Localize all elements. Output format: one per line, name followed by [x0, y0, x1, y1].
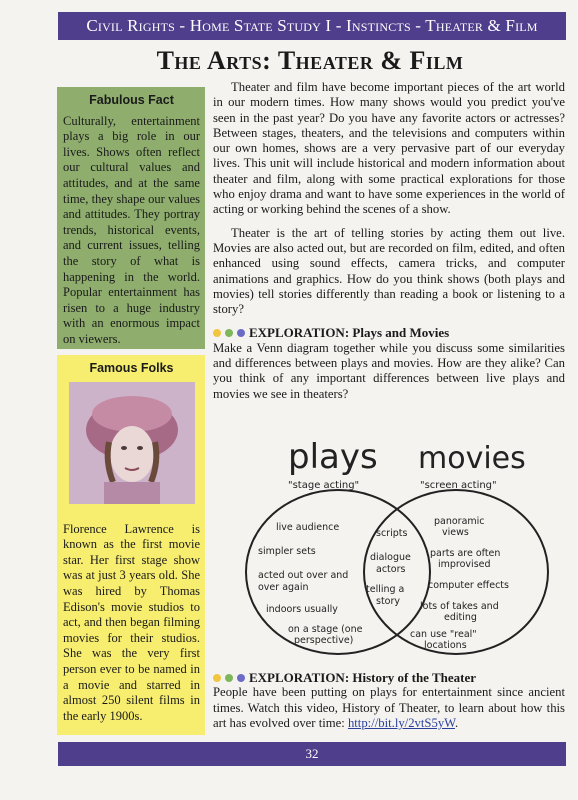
- venn-diagram: [238, 432, 560, 662]
- green-dot-icon: [225, 674, 233, 682]
- famous-folks-text: Florence Lawrence is known as the first movie star. Her first stage show was at just 3 years old. She was hired by Thomas Edison's movie studios to act, and then began filming movies for their studios. She was the very first person ever to be named in a movie and starred in almost 250 silent films in the early 1900s.: [63, 521, 200, 723]
- famous-folks-box: [57, 355, 205, 735]
- intro-paragraph: Theater and film have become important pieces of the art world in our modern times. How many shows would you predict you've seen in the past year? Do you have any favorite actors or actresses? Between stages, theaters, and the televisions and computers within our own homes, shows are a very pervasive part of our everyday lives. This unit will include historical and modern information about theater and film, along with some practical explorations for those who enjoy drama and want to have some experiences in the world of acting or working behind the scenes of a show.: [213, 80, 565, 217]
- venn-right-item: computer effects: [428, 580, 509, 591]
- venn-left-item: over again: [258, 582, 309, 593]
- venn-right-item: views: [442, 527, 469, 538]
- history-video-link[interactable]: http://bit.ly/2vtS5yW: [347, 715, 455, 730]
- exploration-history-section: [213, 668, 565, 731]
- venn-left-item: on a stage (one: [288, 624, 363, 635]
- venn-right-item: can use "real": [410, 629, 477, 640]
- venn-left-title: plays: [288, 437, 378, 477]
- theater-paragraph: Theater is the art of telling stories by acting them out live. Movies are also acted out, but are recorded on film, edited, and often enhanced using sound effects, camera tricks, and computer animations and graphics. How do you think shows (both plays and movies) tell stories differently than reading a book or listening to a story?: [213, 225, 565, 317]
- venn-middle-item: telling a: [366, 584, 405, 595]
- green-dot-icon: [225, 329, 233, 337]
- unit-header-band: [58, 12, 566, 40]
- fabulous-fact-box: [57, 87, 205, 349]
- venn-middle-item: actors: [376, 564, 406, 575]
- venn-middle-item: dialogue: [370, 552, 411, 563]
- blue-dot-icon: [237, 329, 245, 337]
- venn-left-item: live audience: [276, 522, 340, 533]
- venn-middle-item: story: [376, 596, 401, 607]
- yellow-dot-icon: [213, 674, 221, 682]
- exploration-history-title: EXPLORATION: History of the Theater: [249, 670, 476, 685]
- page-number: 32: [305, 746, 319, 761]
- famous-folks-title: Famous Folks: [89, 361, 174, 375]
- venn-right-item: parts are often: [430, 548, 501, 559]
- venn-left-item: simpler sets: [258, 546, 316, 557]
- exploration-plays-movies-title: EXPLORATION: Plays and Movies: [249, 325, 450, 341]
- exploration-history-heading: [213, 670, 565, 685]
- venn-right-subtitle: "screen acting": [420, 480, 497, 491]
- exploration-plays-movies-heading: [213, 325, 565, 340]
- portrait-photo: [69, 382, 195, 504]
- fabulous-fact-title: Fabulous Fact: [89, 93, 174, 107]
- exploration-plays-movies-text: Make a Venn diagram together while you discuss some similarities and differences between plays and movies. How are they alike? Can you think of any important differences between live plays and movies we see in theaters?: [213, 340, 565, 401]
- page-title: The Arts: Theater & Film: [156, 46, 464, 75]
- blue-dot-icon: [237, 674, 245, 682]
- venn-right-item: panoramic: [434, 516, 485, 527]
- venn-left-subtitle: "stage acting": [288, 480, 360, 491]
- link-period: .: [454, 715, 459, 730]
- yellow-dot-icon: [213, 329, 221, 337]
- venn-right-item: locations: [424, 640, 467, 651]
- venn-right-item: improvised: [438, 559, 491, 570]
- venn-left-item: acted out over and: [258, 570, 349, 581]
- venn-right-item: editing: [444, 612, 477, 623]
- venn-left-item: indoors usually: [266, 604, 338, 615]
- exploration-history-text: People have been putting on plays for entertainment since ancient times. Watch this video, History of Theater, to learn about how this art has evolved over time:: [213, 685, 565, 730]
- venn-middle-item: scripts: [376, 528, 408, 539]
- unit-header-text: Civil Rights - Home State Study I - Instincts - Theater & Film: [86, 16, 538, 35]
- fabulous-fact-text: Culturally, entertainment plays a big role in our lives. Shows often reflect our cultural values and attitudes, and at the same time, they shape our values and attitudes. They portray trends, historical events, and current issues, telling the story of what is happening in the world. Popular entertainment has risen to a huge industry with an enormous impact on viewers.: [63, 113, 200, 346]
- exploration-history-body: [213, 685, 565, 731]
- venn-right-item: lots of takes and: [420, 601, 499, 612]
- venn-left-item: perspective): [294, 635, 354, 646]
- footer-band: [58, 742, 566, 766]
- venn-right-title: movies: [418, 441, 526, 476]
- main-column: [213, 80, 565, 402]
